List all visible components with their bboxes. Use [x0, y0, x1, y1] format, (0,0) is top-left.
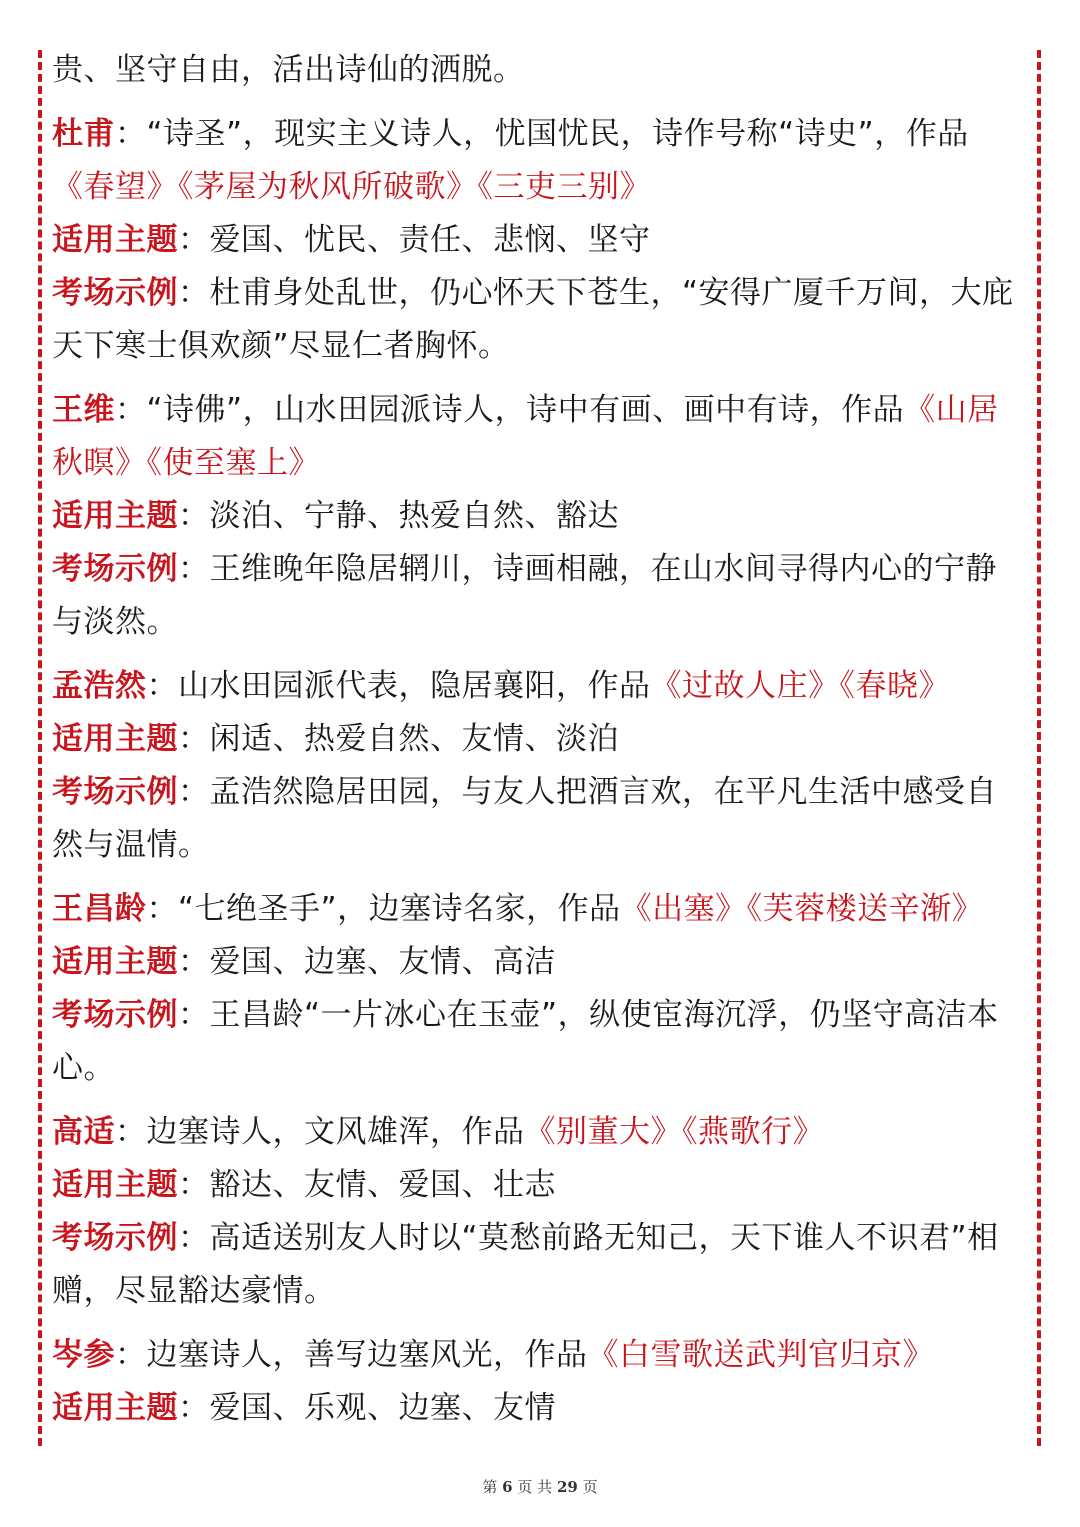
entry-du-fu — [52, 108, 1027, 373]
theme-text: ：闲适、热爱自然、友情、淡泊 — [178, 721, 619, 757]
poet-name: 王维 — [52, 392, 115, 428]
example-text: ：孟浩然隐居田园，与友人把酒言欢，在平凡生活中感受自然与温情。 — [52, 774, 997, 863]
entry-theme — [52, 713, 1027, 766]
entry-wang-wei — [52, 384, 1027, 649]
poet-description: ：山水田园派代表，隐居襄阳，作品 — [146, 668, 651, 704]
poet-works: 《出塞》《芙蓉楼送辛渐》 — [620, 891, 984, 927]
entry-example — [52, 766, 1027, 872]
entry-example — [52, 267, 1027, 373]
entry-intro — [52, 1106, 1027, 1159]
poet-works: 《山居秋暝》《使至塞上》 — [52, 392, 999, 481]
document-body — [52, 44, 1027, 1435]
left-dashed-border — [38, 50, 42, 1446]
entry-example — [52, 989, 1027, 1095]
entry-example — [52, 1212, 1027, 1318]
entry-theme — [52, 936, 1027, 989]
theme-text: ：爱国、忧民、责任、悲悯、坚守 — [178, 222, 651, 258]
footer-prefix: 第 — [482, 1478, 498, 1496]
poet-description: ：“诗佛”，山水田园派诗人，诗中有画、画中有诗，作品 — [115, 392, 905, 428]
page-footer — [0, 1476, 1080, 1497]
entry-intro — [52, 108, 1027, 214]
theme-text: ：淡泊、宁静、热爱自然、豁达 — [178, 498, 619, 534]
entry-intro — [52, 1329, 1027, 1382]
theme-label: 适用主题 — [52, 944, 178, 980]
example-text: ：王昌龄“一片冰心在玉壶”，纵使宦海沉浮，仍坚守高洁本心。 — [52, 997, 999, 1086]
entry-intro — [52, 384, 1027, 490]
poet-name: 孟浩然 — [52, 668, 147, 704]
example-label: 考场示例 — [52, 997, 178, 1033]
entry-intro — [52, 883, 1027, 936]
poet-works: 《过故人庄》《春晓》 — [650, 668, 950, 704]
example-label: 考场示例 — [52, 551, 178, 587]
example-label: 考场示例 — [52, 1220, 178, 1256]
right-dashed-border — [1037, 50, 1041, 1446]
theme-label: 适用主题 — [52, 721, 178, 757]
theme-label: 适用主题 — [52, 1167, 178, 1203]
example-text: ：杜甫身处乱世，仍心怀天下苍生，“安得广厦千万间，大庇天下寒士俱欢颜”尽显仁者胸怀。 — [52, 275, 1014, 364]
poet-name: 岑参 — [52, 1337, 115, 1373]
poet-description: ：边塞诗人，善写边塞风光，作品 — [115, 1337, 588, 1373]
entry-gao-shi — [52, 1106, 1027, 1318]
theme-text: ：爱国、边塞、友情、高洁 — [178, 944, 556, 980]
intro-text: 贵、坚守自由，活出诗仙的洒脱。 — [52, 52, 525, 88]
entry-intro — [52, 660, 1027, 713]
poet-name: 高适 — [52, 1114, 115, 1150]
entry-theme — [52, 1382, 1027, 1435]
footer-middle: 页 共 — [517, 1478, 553, 1496]
entry-example — [52, 543, 1027, 649]
theme-text: ：爱国、乐观、边塞、友情 — [178, 1390, 556, 1426]
poet-description: ：“七绝圣手”，边塞诗名家，作品 — [146, 891, 621, 927]
poet-description: ：“诗圣”，现实主义诗人，忧国忧民，诗作号称“诗史”，作品 — [115, 116, 969, 152]
example-text: ：高适送别友人时以“莫愁前路无知己，天下谁人不识君”相赠，尽显豁达豪情。 — [52, 1220, 999, 1309]
entry-theme — [52, 214, 1027, 267]
theme-text: ：豁达、友情、爱国、壮志 — [178, 1167, 556, 1203]
entry-cen-shen — [52, 1329, 1027, 1435]
theme-label: 适用主题 — [52, 498, 178, 534]
poet-works: 《白雪歌送武判官归京》 — [587, 1337, 934, 1373]
example-label: 考场示例 — [52, 275, 178, 311]
entry-meng-haoran — [52, 660, 1027, 872]
poet-name: 杜甫 — [52, 116, 115, 152]
entry-wang-changling — [52, 883, 1027, 1095]
current-page-number: 6 — [502, 1478, 513, 1496]
poet-works: 《别董大》《燕歌行》 — [524, 1114, 824, 1150]
theme-label: 适用主题 — [52, 222, 178, 258]
entry-theme — [52, 490, 1027, 543]
total-page-number: 29 — [556, 1478, 578, 1496]
poet-works: 《春望》《茅屋为秋风所破歌》《三吏三别》 — [52, 169, 651, 205]
poet-description: ：边塞诗人，文风雄浑，作品 — [115, 1114, 525, 1150]
poet-name: 王昌龄 — [52, 891, 147, 927]
example-label: 考场示例 — [52, 774, 178, 810]
footer-suffix: 页 — [582, 1478, 598, 1496]
entry-theme — [52, 1159, 1027, 1212]
theme-label: 适用主题 — [52, 1390, 178, 1426]
example-text: ：王维晚年隐居辋川，诗画相融，在山水间寻得内心的宁静与淡然。 — [52, 551, 997, 640]
